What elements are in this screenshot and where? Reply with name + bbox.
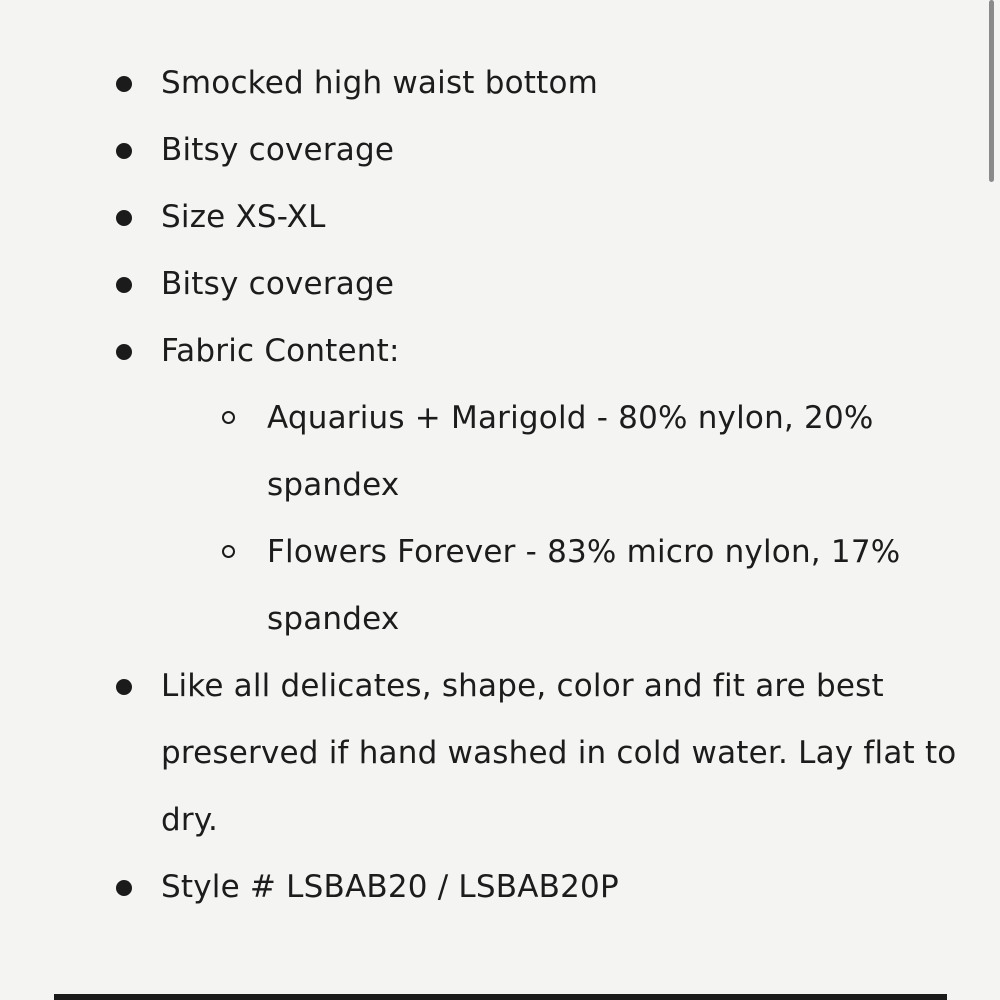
sub-list-item-text-line-2: spandex	[267, 601, 400, 637]
bullet-icon	[116, 880, 132, 896]
fabric-content-label: Fabric Content:	[161, 333, 400, 369]
bullet-icon	[116, 76, 132, 92]
bullet-icon	[116, 143, 132, 159]
sub-list-item-text-line-2: spandex	[267, 467, 400, 503]
list-item-text: Size XS-XL	[161, 199, 326, 235]
bullet-icon	[116, 679, 132, 695]
sub-list-item-text-line-1: Flowers Forever - 83% micro nylon, 17%	[267, 534, 901, 570]
list-item-text-line-2: preserved if hand washed in cold water. Lay flat to	[161, 735, 957, 771]
bullet-icon	[116, 210, 132, 226]
list-item-text: Bitsy coverage	[161, 266, 395, 302]
section-divider	[54, 994, 947, 1000]
scrollbar-thumb[interactable]	[989, 0, 994, 182]
scrollbar[interactable]	[986, 0, 1000, 1000]
sub-list-item-text-line-1: Aquarius + Marigold - 80% nylon, 20%	[267, 400, 874, 436]
list-item-text: Smocked high waist bottom	[161, 65, 599, 101]
circle-bullet-icon	[222, 545, 235, 558]
circle-bullet-icon	[222, 411, 235, 424]
list-item-text-line-1: Like all delicates, shape, color and fit are best	[161, 668, 884, 704]
list-item-text-line-3: dry.	[161, 802, 219, 838]
bullet-icon	[116, 344, 132, 360]
list-item-text: Bitsy coverage	[161, 132, 395, 168]
bullet-icon	[116, 277, 132, 293]
style-number-text: Style # LSBAB20 / LSBAB20P	[161, 869, 619, 905]
